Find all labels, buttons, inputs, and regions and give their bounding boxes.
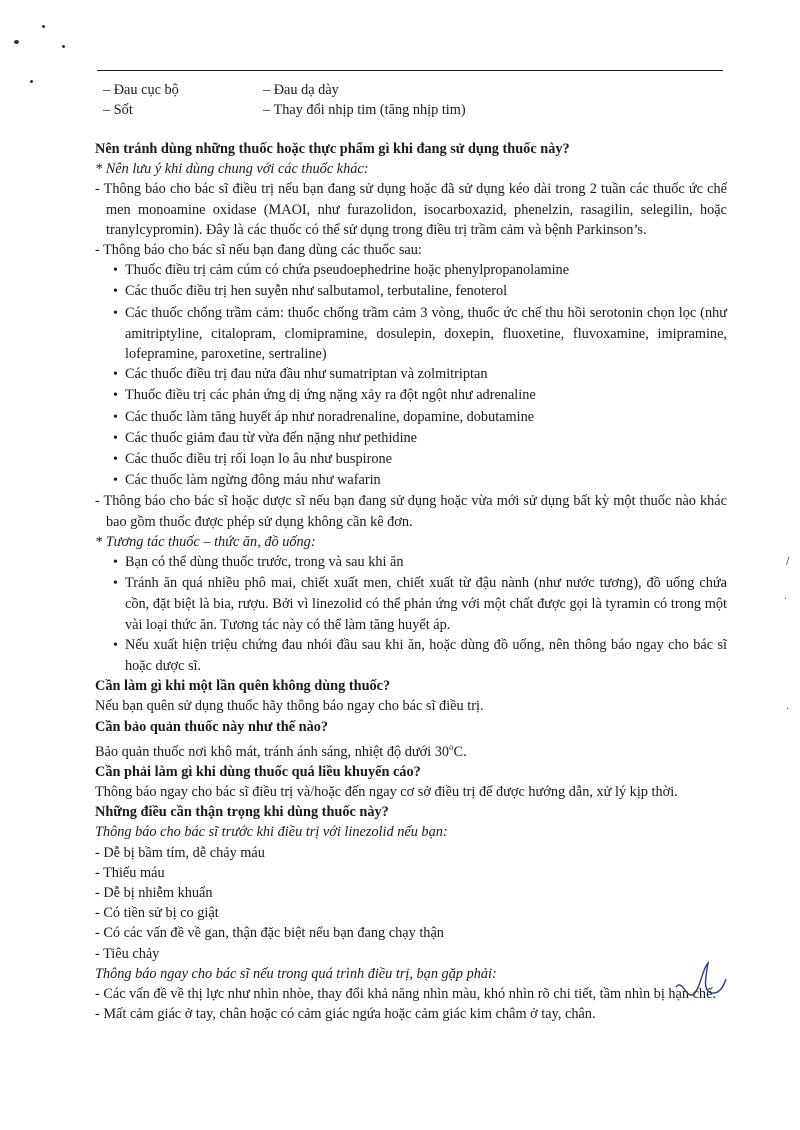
side-effect-item: – Thay đổi nhịp tim (tăng nhịp tim): [263, 102, 466, 119]
interaction-paragraph: - Thông báo cho bác sĩ nếu bạn đang dùng các thuốc sau:: [95, 242, 422, 259]
list-item: • Thuốc điều trị các phản ứng dị ứng nặng xảy ra đột ngột như adrenaline: [95, 385, 727, 406]
storage-text: [95, 737, 727, 762]
list-item: - Mất cảm giác ở tay, chân hoặc có cảm giác ngứa hoặc cảm giác kim châm ở tay, chân.: [95, 1006, 596, 1023]
scan-speck: [42, 25, 45, 28]
list-item: • Các thuốc chống trầm cảm: thuốc chống trầm cảm 3 vòng, thuốc ức chế thu hồi serotonin chọn lọc (như amitriptyline, citalopram, clomipramine, dosulepin, doxepin, fluoxetine, fluvoxamine, imipramine, lofepramine, paroxetine, sertraline): [95, 303, 727, 365]
list-item: - Tiêu chảy: [95, 945, 160, 962]
interactions-heading: Nên tránh dùng những thuốc hoặc thực phẩm gì khi đang sử dụng thuốc này?: [95, 141, 570, 157]
interaction-paragraph: - Thông báo cho bác sĩ điều trị nếu bạn đang sử dụng hoặc đã sử dụng kéo dài trong 2 tuần các thuốc ức chế men monoamine oxidase (MAOI, như furazolidon, isocarboxazid, phenelzin, rasagilin, selegilin, hoặc tranylcypromin). Đây là các thuốc có thể sử dụng trong điều trị trầm cảm và bệnh Parkinson’s.: [95, 181, 727, 238]
scan-speck: [62, 45, 65, 48]
side-effects-table: [103, 80, 703, 120]
list-item: • Các thuốc điều trị rối loạn lo âu như buspirone: [95, 449, 727, 470]
list-item: • Các thuốc làm tăng huyết áp như noradrenaline, dopamine, dobutamine: [95, 407, 727, 428]
degree-superscript: o: [449, 741, 454, 752]
side-effect-item: – Đau cục bộ: [103, 82, 179, 98]
header-rule: [97, 70, 723, 71]
drug-interactions-subheading: * Nên lưu ý khi dùng chung với các thuốc khác:: [95, 161, 369, 178]
missed-dose-heading: Cần làm gì khi một lần quên không dùng thuốc?: [95, 678, 391, 695]
list-item: - Dễ bị nhiễm khuẩn: [95, 885, 213, 902]
scan-speck: [14, 40, 19, 44]
scan-edge-mark: ·: [786, 704, 790, 715]
precautions-during-intro: Thông báo ngay cho bác sĩ nếu trong quá trình điều trị, bạn gặp phải:: [95, 965, 497, 982]
handwritten-signature-icon: [672, 957, 728, 1005]
side-effects-row: [103, 100, 703, 120]
list-item: • Các thuốc giảm đau từ vừa đến nặng như pethidine: [95, 428, 727, 449]
storage-heading: Cần bảo quản thuốc này như thế nào?: [95, 718, 329, 735]
precautions-heading: Những điều cần thận trọng khi dùng thuốc này?: [95, 804, 389, 821]
list-item: - Dễ bị bầm tím, dễ chảy máu: [95, 844, 265, 861]
interaction-paragraph: - Thông báo cho bác sĩ hoặc dược sĩ nếu bạn đang sử dụng hoặc vừa mới sử dụng bất kỳ một thuốc nào khác bao gồm thuốc được phép sử dụng không cần kê đơn.: [95, 493, 727, 530]
list-item: - Thiếu máu: [95, 864, 165, 881]
document-body: [95, 139, 727, 1025]
list-item: - Các vấn đề về thị lực như nhìn nhòe, thay đổi khả năng nhìn màu, khó nhìn rõ chi tiết, tầm nhìn bị hạn chế.: [95, 986, 716, 1003]
overdose-text: Thông báo ngay cho bác sĩ điều trị và/hoặc đến ngay cơ sở điều trị để được hướng dẫn, xử lý kịp thời.: [95, 784, 678, 801]
side-effects-row: [103, 80, 703, 100]
scan-edge-mark: ·: [784, 594, 788, 605]
scan-edge-mark: /: [786, 556, 790, 567]
list-item: • Các thuốc điều trị hen suyễn như salbutamol, terbutaline, fenoterol: [95, 281, 727, 302]
overdose-heading: Cần phải làm gì khi dùng thuốc quá liều khuyến cáo?: [95, 763, 421, 780]
list-item: • Các thuốc điều trị đau nửa đầu như sumatriptan và zolmitriptan: [95, 364, 727, 385]
list-item: • Tránh ăn quá nhiều phô mai, chiết xuất men, chiết xuất từ đậu nành (như nước tương), đồ uống chứa cồn, đặt biệt là bia, rượu. Bởi vì linezolid có thể phản ứng với một chất được gọi là tyramin có trong một vài loại thức ăn. Tương tác này có thể làm tăng huyết áp.: [95, 573, 727, 635]
missed-dose-text: Nếu bạn quên sử dụng thuốc hãy thông báo ngay cho bác sĩ điều trị.: [95, 698, 484, 715]
side-effect-item: – Sốt: [103, 102, 133, 119]
list-item: • Bạn có thể dùng thuốc trước, trong và sau khi ăn: [95, 552, 727, 573]
scan-speck: [30, 80, 33, 83]
food-interactions-subheading: * Tương tác thuốc – thức ăn, đồ uống:: [95, 533, 316, 550]
drug-list: [95, 260, 727, 491]
list-item: • Các thuốc làm ngừng đông máu như wafarin: [95, 470, 727, 491]
list-item: - Có các vấn đề về gan, thận đặc biệt nếu bạn đang chạy thận: [95, 925, 444, 942]
side-effect-item: – Đau dạ dày: [263, 82, 339, 98]
list-item: • Nếu xuất hiện triệu chứng đau nhói đầu sau khi ăn, hoặc dùng đồ uống, nên thông báo ngay cho bác sĩ hoặc dược sĩ.: [95, 635, 727, 676]
storage-text-unit: C.: [453, 743, 467, 760]
list-item: • Thuốc điều trị cảm cúm có chứa pseudoephedrine hoặc phenylpropanolamine: [95, 260, 727, 281]
storage-text-main: Bảo quản thuốc nơi khô mát, tránh ánh sáng, nhiệt độ dưới 30: [95, 743, 450, 760]
food-list: [95, 552, 727, 676]
precautions-before-intro: Thông báo cho bác sĩ trước khi điều trị với linezolid nếu bạn:: [95, 824, 448, 841]
list-item: - Có tiền sử bị co giật: [95, 905, 219, 922]
